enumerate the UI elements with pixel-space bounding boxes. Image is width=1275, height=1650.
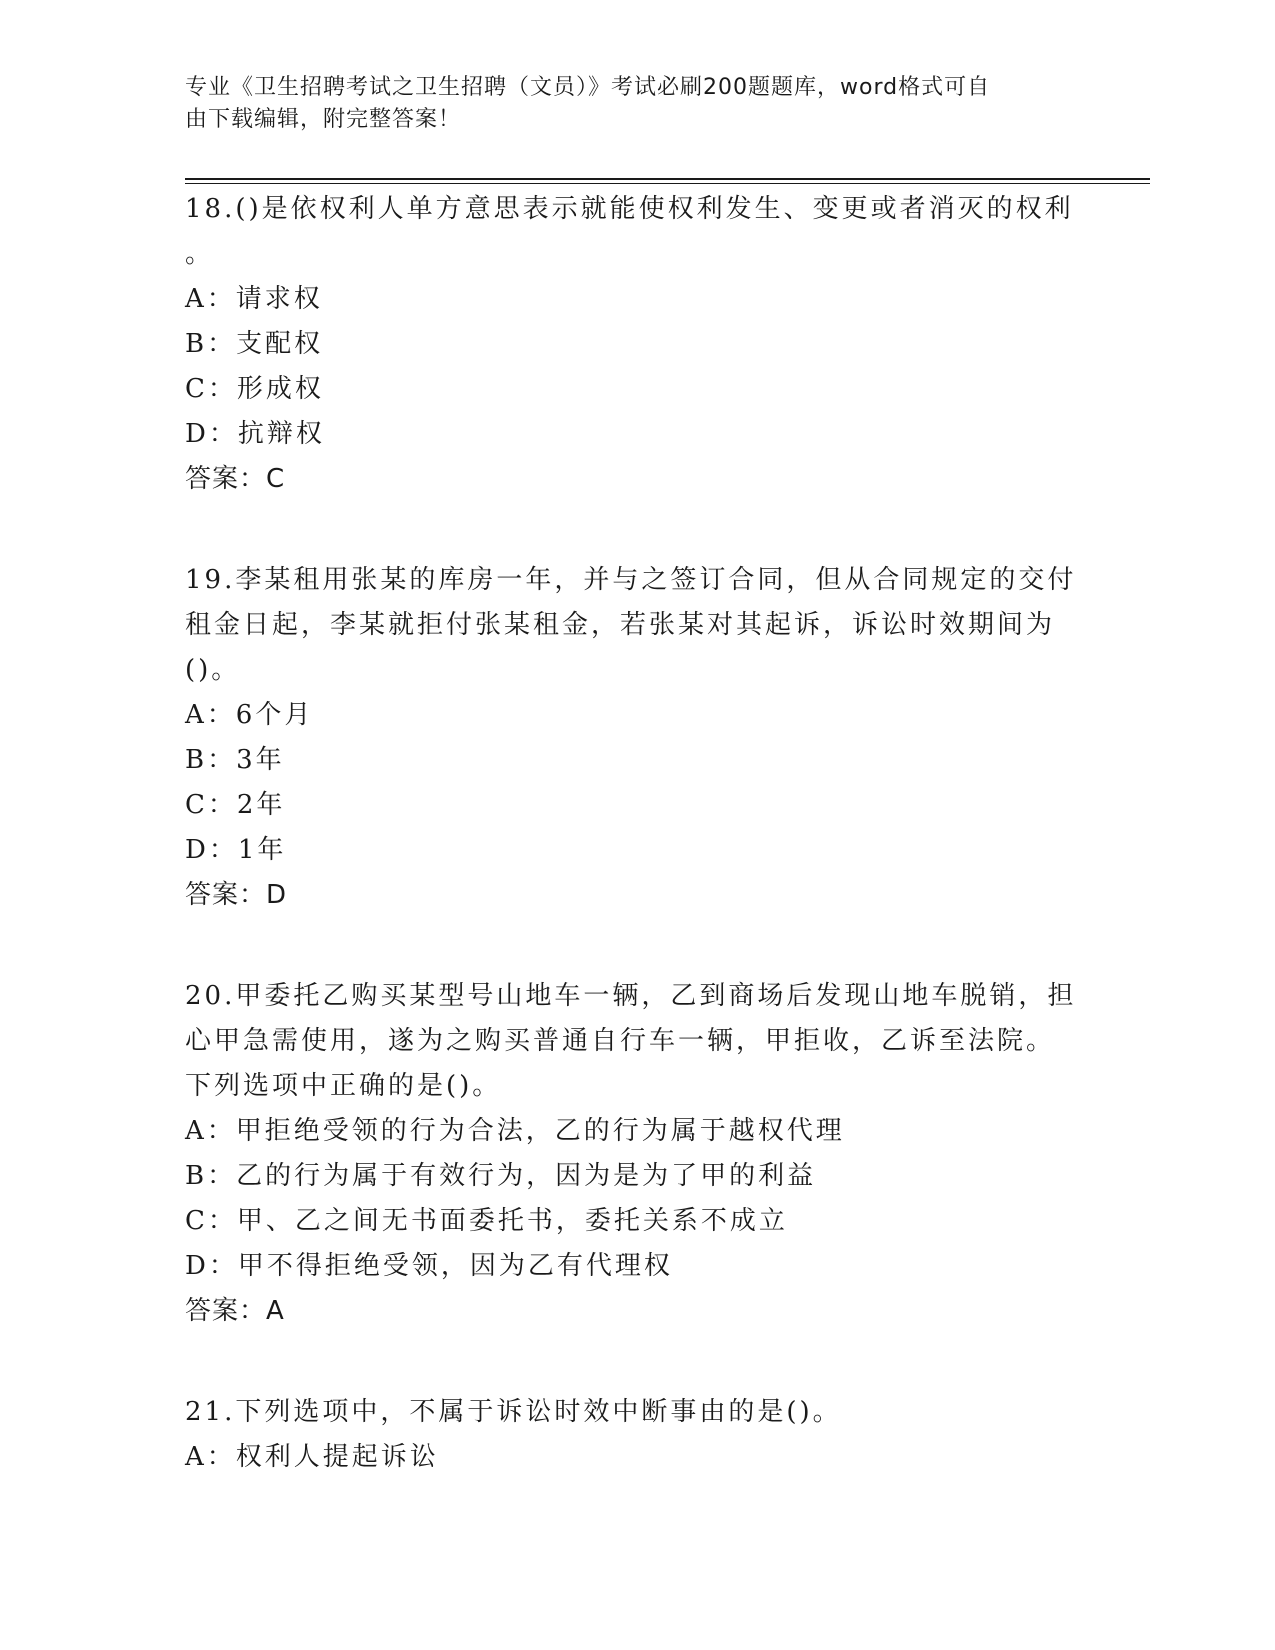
question-text — [185, 974, 1085, 1109]
question-line: 下列选项中正确的是()。 — [185, 1071, 502, 1101]
option-d: D：抗辩权 — [185, 419, 325, 449]
header-line-1: 专业《卫生招聘考试之卫生招聘（文员）》考试必刷200题题库，word格式可自 — [185, 75, 991, 100]
header-line-2: 由下载编辑，附完整答案！ — [185, 107, 462, 132]
question-21 — [185, 1390, 1085, 1480]
question-line: 心甲急需使用，遂为之购买普通自行车一辆，甲拒收，乙诉至法院。 — [185, 1026, 1056, 1056]
question-list — [185, 187, 1085, 1536]
question-text — [185, 558, 1085, 693]
option-a: A：甲拒绝受领的行为合法，乙的行为属于越权代理 — [185, 1116, 845, 1146]
option-c: C：2年 — [185, 790, 286, 820]
option-b: B：支配权 — [185, 329, 324, 359]
option-c: C：甲、乙之间无书面委托书，委托关系不成立 — [185, 1206, 788, 1236]
answer-label: 答案：D — [185, 880, 288, 910]
answer-label: 答案：A — [185, 1296, 285, 1326]
question-text — [185, 1390, 1085, 1435]
header-rule-thick — [185, 178, 1150, 180]
option-a: A：权利人提起诉讼 — [185, 1442, 439, 1472]
option-b: B：乙的行为属于有效行为，因为是为了甲的利益 — [185, 1161, 817, 1191]
question-18 — [185, 187, 1085, 502]
option-a: A：6个月 — [185, 700, 314, 730]
question-line: 18.()是依权利人单方意思表示就能使权利发生、变更或者消灭的权利 — [185, 194, 1074, 224]
option-b: B：3年 — [185, 745, 285, 775]
option-c: C：形成权 — [185, 374, 324, 404]
answer-label: 答案：C — [185, 464, 286, 494]
document-header — [185, 72, 1065, 136]
question-line: 租金日起，李某就拒付张某租金，若张某对其起诉，诉讼时效期间为 — [185, 610, 1056, 640]
question-20 — [185, 974, 1085, 1334]
option-d: D：甲不得拒绝受领，因为乙有代理权 — [185, 1251, 673, 1281]
question-text — [185, 187, 1085, 277]
question-line: 20.甲委托乙购买某型号山地车一辆，乙到商场后发现山地车脱销，担 — [185, 981, 1077, 1011]
question-line: 21.下列选项中，不属于诉讼时效中断事由的是()。 — [185, 1397, 842, 1427]
option-d: D：1年 — [185, 835, 287, 865]
question-line: 19.李某租用张某的库房一年，并与之签订合同，但从合同规定的交付 — [185, 565, 1077, 595]
header-rule-thin — [185, 183, 1150, 184]
question-line: 。 — [185, 239, 215, 269]
question-19 — [185, 558, 1085, 918]
question-line: ()。 — [185, 655, 241, 685]
option-a: A：请求权 — [185, 284, 323, 314]
